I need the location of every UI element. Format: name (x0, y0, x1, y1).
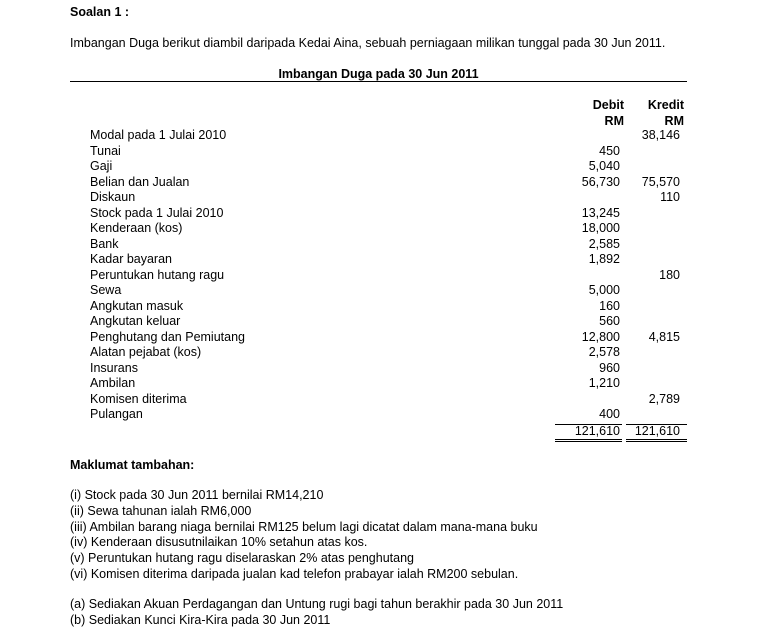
trial-balance-row (0, 345, 768, 361)
row-item: Bank (90, 236, 119, 251)
trial-balance-row (0, 283, 768, 299)
row-item: Tunai (90, 143, 121, 158)
row-item: Angkutan masuk (90, 298, 184, 313)
additional-info-item: (iv) Kenderaan disusutnilaikan 10% setahun atas kos. (70, 535, 368, 550)
row-item: Gaji (90, 159, 113, 173)
trial-balance-row (0, 376, 768, 392)
row-item: Pulangan (90, 407, 143, 421)
row-item: Ambilan (90, 376, 136, 390)
task-list (70, 597, 563, 629)
row-credit: 2,789 (648, 391, 680, 406)
trial-balance-row (0, 407, 768, 423)
row-debit: 13,245 (581, 205, 620, 220)
question-intro: Imbangan Duga berikut diambil daripada Kedai Aina, sebuah perniagaan milikan tunggal pada 30 Jun 2011. (70, 36, 666, 50)
row-debit: 5,000 (588, 283, 620, 297)
credit-header-label: Kredit (647, 98, 684, 112)
row-item: Belian dan Jualan (90, 174, 190, 189)
trial-balance-row (0, 314, 768, 330)
task-item: (b) Sediakan Kunci Kira-Kira pada 30 Jun 2011 (70, 612, 331, 627)
row-debit: 2,578 (588, 345, 620, 359)
row-credit: 4,815 (648, 329, 680, 344)
trial-balance-row (0, 252, 768, 268)
credit-total: 121,610 (634, 424, 680, 438)
row-credit: 38,146 (641, 128, 680, 142)
title-underline (70, 81, 687, 82)
trial-balance-row (0, 299, 768, 315)
row-debit: 5,040 (588, 159, 620, 173)
row-debit: 160 (599, 298, 620, 313)
trial-balance-rows (0, 128, 768, 423)
task-item: (a) Sediakan Akuan Perdagangan dan Untung rugi bagi tahun berakhir pada 30 Jun 2011 (70, 597, 564, 611)
trial-balance-row (0, 361, 768, 377)
question-heading: Soalan 1 : (70, 5, 130, 19)
row-item: Angkutan keluar (90, 314, 181, 328)
trial-balance-row (0, 206, 768, 222)
trial-balance-title: Imbangan Duga pada 30 Jun 2011 (278, 67, 479, 81)
row-item: Kenderaan (kos) (90, 221, 183, 235)
row-item: Sewa (90, 283, 122, 297)
credit-column-header (624, 98, 684, 129)
row-item: Peruntukan hutang ragu (90, 267, 225, 282)
row-debit: 12,800 (581, 329, 620, 344)
row-debit: 960 (599, 360, 620, 375)
row-item: Modal pada 1 Julai 2010 (90, 128, 227, 142)
debit-total-double-rule (555, 439, 622, 442)
additional-info-item: (v) Peruntukan hutang ragu diselaraskan 2% atas penghutang (70, 551, 414, 566)
row-debit: 560 (599, 314, 620, 328)
row-debit: 2,585 (588, 236, 620, 251)
row-item: Stock pada 1 Julai 2010 (90, 205, 224, 220)
row-debit: 18,000 (581, 221, 620, 235)
additional-info-list (70, 488, 538, 583)
debit-header-label: Debit (592, 98, 624, 112)
row-item: Diskaun (90, 190, 136, 204)
trial-balance-row (0, 392, 768, 408)
additional-info-item: (iii) Ambilan barang niaga bernilai RM125 belum lagi dicatat dalam mana-mana buku (70, 519, 538, 534)
trial-balance-row (0, 175, 768, 191)
trial-balance-row (0, 128, 768, 144)
additional-info-title: Maklumat tambahan: (70, 458, 195, 472)
trial-balance-row (0, 190, 768, 206)
trial-balance-row (0, 330, 768, 346)
trial-balance-row (0, 159, 768, 175)
row-credit: 180 (659, 267, 680, 282)
row-credit: 75,570 (641, 174, 680, 189)
trial-balance-row (0, 237, 768, 253)
row-item: Alatan pejabat (kos) (90, 345, 202, 359)
row-debit: 56,730 (581, 174, 620, 189)
row-item: Penghutang dan Pemiutang (90, 329, 245, 344)
row-item: Komisen diterima (90, 391, 187, 406)
debit-column-header (560, 98, 624, 129)
trial-balance-row (0, 221, 768, 237)
row-credit: 110 (660, 190, 680, 204)
credit-total-double-rule (626, 439, 687, 442)
row-item: Insurans (90, 360, 138, 375)
row-debit: 1,210 (588, 376, 620, 390)
row-debit: 400 (599, 407, 620, 421)
credit-header-unit: RM (664, 113, 684, 128)
row-debit: 1,892 (588, 252, 620, 266)
debit-total: 121,610 (574, 424, 620, 438)
trial-balance-row (0, 268, 768, 284)
row-item: Kadar bayaran (90, 252, 173, 266)
row-debit: 450 (599, 143, 620, 158)
debit-header-unit: RM (604, 113, 624, 128)
additional-info-item: (i) Stock pada 30 Jun 2011 bernilai RM14,210 (70, 488, 324, 502)
additional-info-item: (ii) Sewa tahunan ialah RM6,000 (70, 503, 252, 518)
additional-info-item: (vi) Komisen diterima daripada jualan kad telefon prabayar ialah RM200 sebulan. (70, 566, 519, 581)
trial-balance-row (0, 144, 768, 160)
